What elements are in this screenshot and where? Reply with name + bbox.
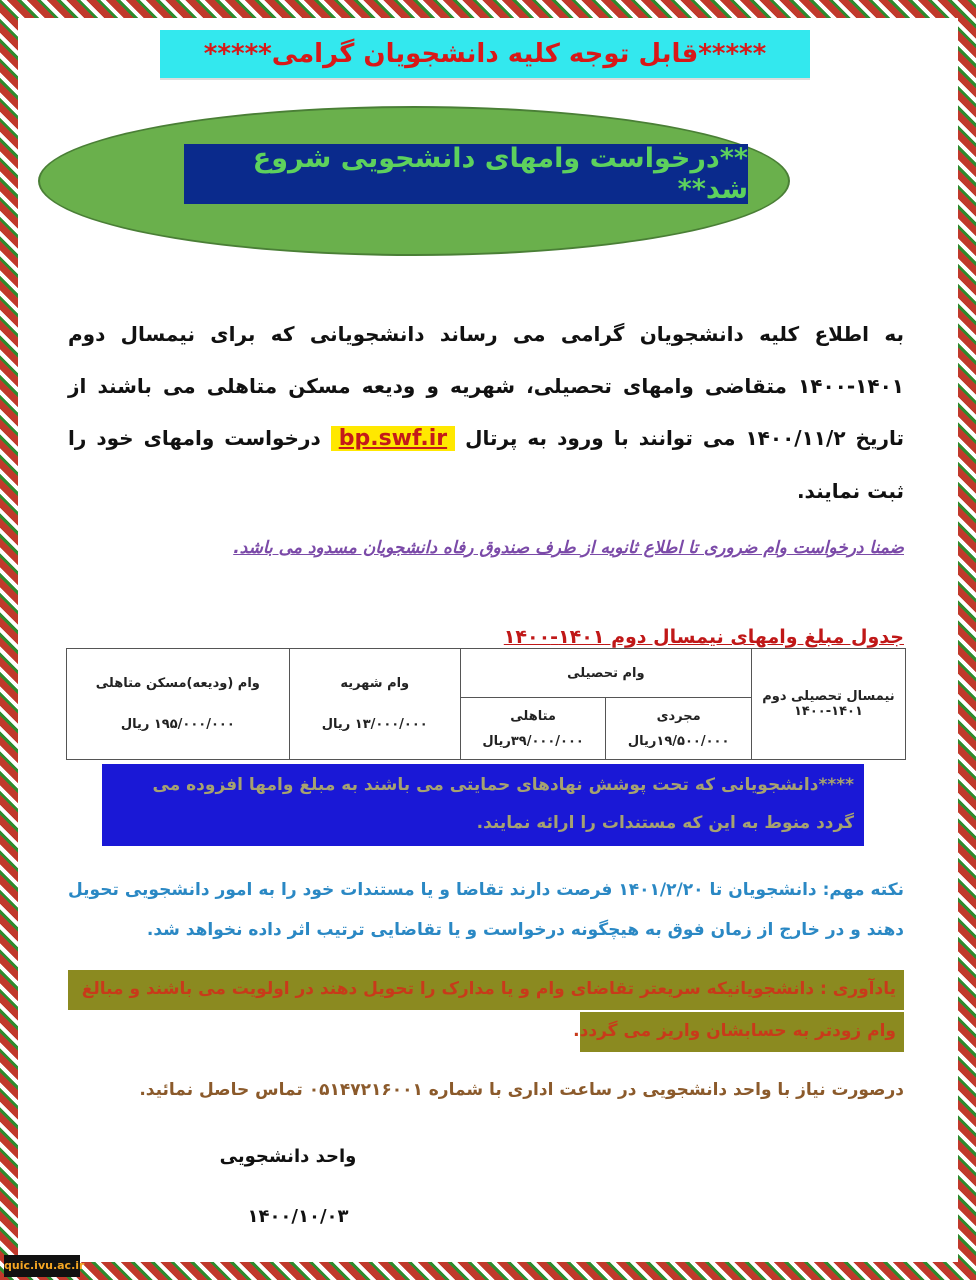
portal-link[interactable]: bp.swf.ir: [331, 426, 455, 451]
single-amount: ۱۹/۵۰۰/۰۰۰ریال: [627, 733, 730, 749]
fee-loan-header: وام شهریه: [340, 676, 410, 691]
intro-text-end: درخواست وامهای خود را ثبت نمایند.: [68, 426, 904, 503]
housing-loan-header: وام (ودیعه)مسکن متاهلی: [95, 676, 260, 691]
married-label: متاهلی: [510, 708, 556, 724]
urgent-loan-note: ضمنا درخواست وام ضروری تا اطلاع ثانویه از طرف صندوق رفاه دانشجویان مسدود می باشد.: [233, 538, 904, 558]
intro-text-start: به اطلاع کلیه دانشجویان گرامی می رساند دانشجویانی که برای نیمسال دوم ۱۴۰۱-۱۴۰۰ متقاضی وامهای تحصیلی، شهریه و ودیعه مسکن متاهلی می باشند از تاریخ ۱۴۰۰/۱۱/۲ می توانند با ورود به پرتال: [68, 322, 904, 450]
fee-loan-cell: [289, 649, 460, 760]
contact-info: درصورت نیاز با واحد دانشجویی در ساعت اداری با شماره ۰۵۱۴۷۲۱۶۰۰۱ تماس حاصل نمائید.: [139, 1080, 904, 1100]
signature-date: ۱۴۰۰/۱۰/۰۳: [247, 1206, 349, 1227]
banner-text: *****قابل توجه کلیه دانشجویان گرامی*****: [203, 39, 767, 69]
fee-loan-amount: ۱۳/۰۰۰/۰۰۰ ریال: [321, 717, 428, 732]
headline-text: **درخواست وامهای دانشجویی شروع شد**: [252, 143, 748, 205]
important-note: نکته مهم: دانشجویان تا ۱۴۰۱/۲/۲۰ فرصت دارند تقاضا و یا مستندات خود را به امور دانشجویی تحویل دهند و در خارج از زمان فوق به هیچگونه درخواست و یا تقاضایی ترتیب اثر داده نخواهد شد.: [68, 880, 904, 940]
reminder-line-1: یادآوری : دانشجویانیکه سریعتر تقاضای وام و یا مدارک را تحویل دهند در اولویت می باشند و مبالغ: [68, 970, 904, 1010]
intro-paragraph: [68, 308, 904, 517]
single-loan-cell: [606, 698, 752, 760]
signature-unit: واحد دانشجویی: [219, 1146, 357, 1167]
married-loan-cell: [460, 698, 606, 760]
site-watermark: quic.ivu.ac.ir: [4, 1255, 80, 1277]
reminder-line-2: وام زودتر به حسابشان واریز می گردد.: [580, 1012, 904, 1052]
loan-amount-table: [66, 648, 906, 760]
housing-loan-amount: ۱۹۵/۰۰۰/۰۰۰ ریال: [120, 717, 235, 732]
announcement-page: [18, 18, 958, 1262]
attention-banner: [160, 30, 810, 80]
headline-box: [184, 144, 748, 204]
housing-loan-cell: [67, 649, 290, 760]
loan-table-title: جدول مبلغ وامهای نیمسال دوم ۱۴۰۱-۱۴۰۰: [503, 626, 904, 648]
married-amount: ۳۹/۰۰۰/۰۰۰ریال: [482, 733, 584, 749]
semester-cell: نیمسال تحصیلی دوم ۱۴۰۱-۱۴۰۰: [751, 649, 905, 760]
support-note-box: ****دانشجویانی که تحت پوشش نهادهای حمایتی می باشند به مبلغ وامها افزوده می گردد منوط به این که مستندات را ارائه نمایند.: [102, 764, 864, 846]
single-label: مجردی: [656, 708, 701, 724]
tuition-loan-header: وام تحصیلی: [460, 649, 751, 698]
